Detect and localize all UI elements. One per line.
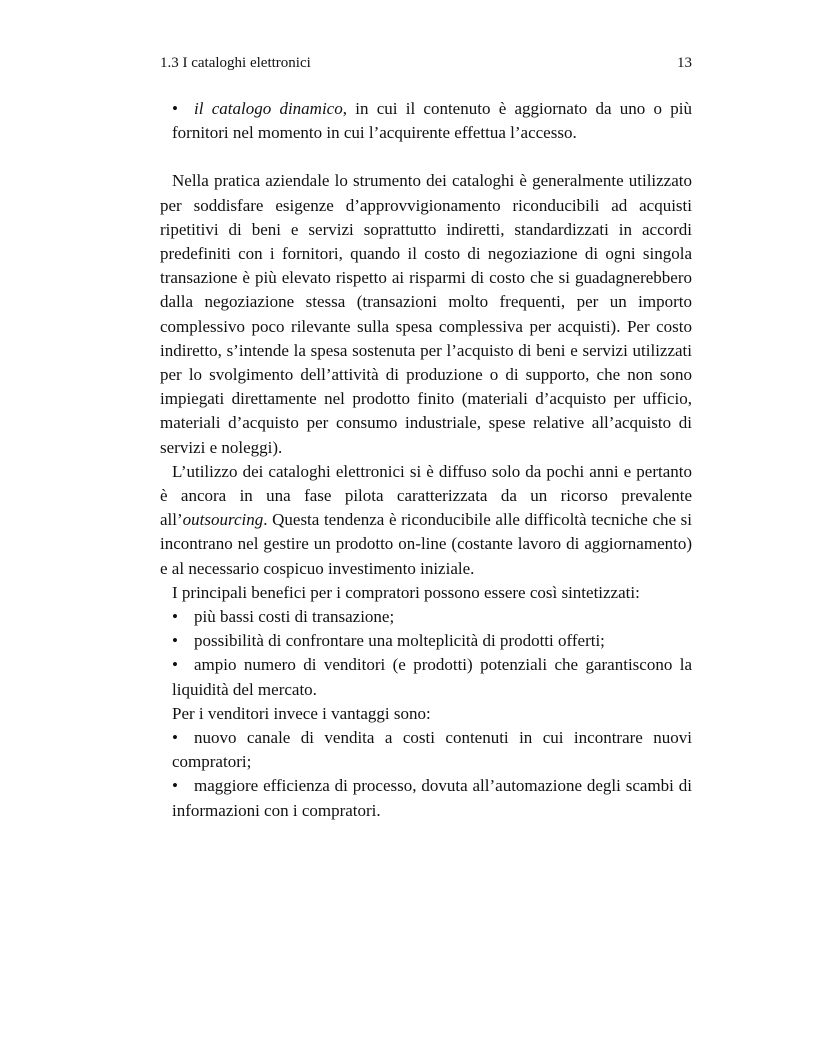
bullet-icon: • — [172, 776, 178, 796]
list-intro: I principali benefici per i compratori possono essere così sintetizzati: — [172, 582, 640, 602]
list-intro: Per i venditori invece i vantaggi sono: — [172, 703, 431, 723]
body-text — [160, 97, 692, 823]
list-item: • possibilità di confrontare una molteplicità di prodotti offerti; — [160, 629, 692, 653]
running-header — [160, 52, 692, 74]
bullet-icon: • — [172, 728, 178, 748]
paragraph: L’utilizzo dei cataloghi elettronici si è diffuso solo da pochi anni e pertanto è ancora in una fase pilota caratterizzata da un ricorso prevalente all’outsourcing. Questa tendenza è riconducibile alle difficoltà tecniche che si incontrano nel gestire un prodotto on-line (costante lavoro di aggiornamento) e al necessario cospicuo investimento iniziale. — [160, 461, 692, 578]
list-item: • ampio numero di venditori (e prodotti) potenziali che garantiscono la liquidità del mercato. — [172, 655, 692, 699]
bullet-icon: • — [172, 607, 178, 627]
emphasis-text: il catalogo dinamico — [194, 99, 343, 118]
section-title: 1.3 I cataloghi elettronici — [160, 55, 311, 71]
bullet-icon: • — [172, 631, 178, 651]
list-item-text: , in cui il contenuto è aggiornato da uno o più fornitori nel momento in cui l’acquirente effettua l’accesso. — [172, 99, 692, 143]
list-item: • nuovo canale di vendita a costi contenuti in cui incontrare nuovi compratori; — [172, 728, 692, 772]
list-item: • più bassi costi di transazione; — [160, 605, 692, 629]
bullet-icon: • — [172, 99, 178, 118]
paragraph: Nella pratica aziendale lo strumento dei cataloghi è generalmente utilizzato per soddisfare esigenze d’approvvigionamento riconducibili ad acquisti ripetitivi di beni e servizi soprattutto indiretti, standardizzati in accordi predefiniti con i fornitori, quando il costo di negoziazione di ogni singola transazione è più elevato rispetto ai risparmi di costo che si guadagnerebbero dalla negoziazione stessa (transazioni molto frequenti, per un importo complessivo poco rilevante sulla spesa complessiva per acquisti). Per costo indiretto, s’intende la spesa sostenuta per l’acquisto di beni e servizi utilizzati per lo svolgimento dell’attività di produzione o di supporto, che non sono impiegati direttamente nel prodotto finito (materiali d’acquisto per ufficio, materiali d’acquisto per consumo industriale, spese relative all’acquisto di servizi e noleggi). — [160, 171, 692, 457]
page-number: 13 — [677, 55, 692, 71]
bullet-icon: • — [172, 655, 178, 675]
emphasis-text: outsourcing — [182, 510, 264, 530]
list-item — [160, 97, 692, 145]
list-item: • maggiore efficienza di processo, dovuta all’automazione degli scambi di informazioni con i compratori. — [172, 776, 692, 820]
